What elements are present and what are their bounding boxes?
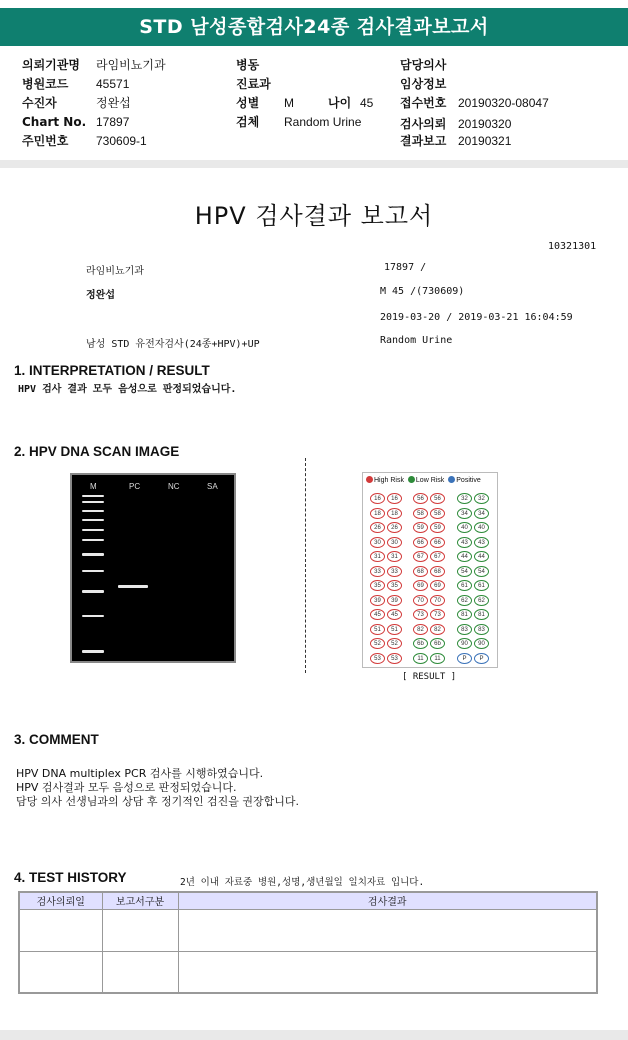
hpv-type-cell: 68 [430,566,445,577]
hpv-type-cell: 53 [387,653,402,664]
hpv-type-cell: 58 [413,508,428,519]
ladder-band [82,570,104,572]
history-col-report-type: 보고서구분 [102,892,178,909]
legend-low: Low Risk [415,477,445,484]
ladder-band [82,553,104,556]
gel-lane-label: M [90,482,97,491]
hpv-type-cell: 82 [430,624,445,635]
pc-band [118,585,148,588]
hospital-code-label: 병원코드 [22,77,69,91]
hpv-type-cell: 43 [474,537,489,548]
hospital-code-value: 45571 [96,77,130,91]
hpv-type-cell: P [474,653,489,664]
patient-header [0,50,628,162]
table-row [19,951,597,993]
hpv-type-cell: 81 [457,609,472,620]
document-title: HPV 검사결과 보고서 [194,202,434,230]
hpv-type-cell: 56 [413,493,428,504]
hpv-type-cell: 35 [387,580,402,591]
hpv-type-cell: 61 [474,580,489,591]
hpv-type-cell: 40 [457,522,472,533]
doctor-field [400,56,446,73]
gel-lane-label: PC [129,482,141,491]
specimen-label: 검체 [236,115,260,129]
positive-dot-icon [448,476,455,483]
scan-image-heading: 2. HPV DNA SCAN IMAGE [14,444,180,459]
hpv-type-cell: 53 [370,653,385,664]
comment-heading: 3. COMMENT [14,732,99,747]
comment-line: 담당 의사 선생님과의 상담 후 정기적인 검진을 권장합니다. [16,795,299,808]
table-cell [178,909,597,951]
ladder-band [82,510,104,512]
hpv-type-cell: 26 [387,522,402,533]
history-note: 2년 이내 자료중 병원,성명,생년월일 일치자료 입니다. [180,877,425,888]
footer-band [0,1030,628,1040]
hpv-type-cell: 54 [457,566,472,577]
high-risk-dot-icon [366,476,373,483]
sex-value: M [284,96,294,110]
result-caption: [ RESULT ] [402,672,457,682]
hpv-type-cell: 52 [387,638,402,649]
hpv-type-cell: 11 [413,653,428,664]
resident-field [22,132,147,149]
resident-label: 주민번호 [22,134,69,148]
hpv-type-cell: 68 [413,566,428,577]
history-col-result: 검사결과 [178,892,597,909]
hpv-type-cell: 18 [370,508,385,519]
age-value: 45 [360,96,374,110]
clinical-field [400,75,446,92]
hpv-type-cell: 61 [457,580,472,591]
hpv-type-cell: 69 [413,580,428,591]
table-row [19,909,597,951]
hpv-type-cell: 56 [430,493,445,504]
hpv-type-cell: 51 [370,624,385,635]
doctor-label: 담당의사 [400,58,447,72]
dept-field [236,75,271,92]
hpv-type-cell: 30 [387,537,402,548]
hpv-type-cell: 31 [387,551,402,562]
hpv-type-cell: 34 [457,508,472,519]
hpv-type-cell: 90 [474,638,489,649]
header-separator [0,160,628,168]
hpv-type-cell: 59 [413,522,428,533]
hpv-type-cell: 66 [430,537,445,548]
ladder-band [82,590,104,593]
sex-field [236,94,373,111]
hpv-type-cell: 73 [413,609,428,620]
report-field [400,132,511,149]
hpv-type-cell: 44 [457,551,472,562]
panel-legend [366,476,481,484]
hpv-type-cell: 6b [430,638,445,649]
org-field [22,56,166,73]
hpv-type-cell: 30 [370,537,385,548]
receipt-value: 20190320-08047 [458,96,549,110]
hpv-type-cell: 67 [430,551,445,562]
table-cell [19,951,102,993]
hpv-result-panel [362,472,498,668]
hpv-type-cell: 33 [387,566,402,577]
hpv-type-cell: 70 [413,595,428,606]
hpv-type-cell: 90 [457,638,472,649]
dept-label: 진료과 [236,77,271,91]
hpv-type-cell: P [457,653,472,664]
ward-field [236,56,259,73]
specimen-field [236,113,361,130]
hpv-type-cell: 32 [474,493,489,504]
history-table [18,891,598,994]
hpv-type-cell: 32 [457,493,472,504]
hpv-type-cell: 34 [474,508,489,519]
hpv-type-cell: 45 [370,609,385,620]
hpv-type-cell: 31 [370,551,385,562]
divider-dashed [305,458,306,673]
hpv-type-cell: 59 [430,522,445,533]
hpv-type-cell: 70 [430,595,445,606]
ladder-band [82,519,104,521]
report-number: 10321301 [548,241,597,252]
hpv-type-cell: 58 [430,508,445,519]
interpretation-heading: 1. INTERPRETATION / RESULT [14,363,210,378]
hpv-type-cell: 43 [457,537,472,548]
report-label: 결과보고 [400,134,447,148]
org-label: 의뢰기관명 [22,58,80,72]
hpv-type-cell: 73 [430,609,445,620]
hpv-type-cell: 40 [474,522,489,533]
specimen-value: Random Urine [284,115,362,129]
hpv-type-cell: 54 [474,566,489,577]
hpv-type-cell: 69 [430,580,445,591]
sex-label: 성별 [236,96,260,110]
gel-lane-label: SA [207,482,218,491]
ladder-band [82,495,104,497]
hpv-type-cell: 26 [370,522,385,533]
resident-value: 730609-1 [96,134,147,148]
table-cell [178,951,597,993]
hpv-type-cell: 16 [387,493,402,504]
hpv-type-cell: 62 [474,595,489,606]
request-field [400,115,511,132]
clinic-name: 라임비뇨기과 [86,266,144,277]
hpv-type-cell: 6b [413,638,428,649]
report-banner: STD 남성종합검사24종 검사결과보고서 [0,8,628,46]
patient-name: 정완섭 [86,290,115,301]
legend-high: High Risk [374,477,404,484]
report-value: 20190321 [458,134,512,148]
chart-field [22,115,129,129]
hpv-type-cell: 67 [413,551,428,562]
hpv-type-cell: 66 [413,537,428,548]
history-col-request-date: 검사의뢰일 [19,892,102,909]
comment-line: HPV 검사결과 모두 음성으로 판정되었습니다. [16,781,237,794]
hpv-type-cell: 16 [370,493,385,504]
hpv-type-cell: 82 [413,624,428,635]
chart-value: 17897 [96,115,130,129]
history-heading: 4. TEST HISTORY [14,870,127,885]
hospital-code-field [22,75,129,92]
hpv-type-cell: 35 [370,580,385,591]
gel-image [70,473,236,663]
recipient-label: 수진자 [22,96,57,110]
age-label: 나이 [328,96,352,110]
table-cell [19,909,102,951]
hpv-type-cell: 81 [474,609,489,620]
org-value: 라임비뇨기과 [96,58,166,72]
report-specimen: Random Urine [380,335,453,346]
table-cell [102,909,178,951]
request-label: 검사의뢰 [400,117,447,131]
history-header-row [19,892,597,909]
hpv-type-cell: 52 [370,638,385,649]
request-value: 20190320 [458,117,512,131]
hpv-type-cell: 18 [387,508,402,519]
receipt-field [400,94,549,111]
hpv-type-cell: 83 [457,624,472,635]
hpv-type-cell: 45 [387,609,402,620]
ladder-band [82,529,104,531]
hpv-type-cell: 11 [430,653,445,664]
sex-age: M 45 /(730609) [380,286,465,297]
hpv-type-cell: 83 [474,624,489,635]
low-risk-dot-icon [408,476,415,483]
hpv-type-cell: 33 [370,566,385,577]
ladder-band [82,501,104,503]
chart-number: 17897 / [384,262,427,273]
ward-label: 병동 [236,58,260,72]
hpv-type-cell: 62 [457,595,472,606]
legend-positive: Positive [456,477,481,484]
table-cell [102,951,178,993]
result-text: HPV 검사 결과 모두 음성으로 판정되었습니다. [18,384,237,395]
hpv-type-cell: 39 [370,595,385,606]
ladder-band [82,539,104,541]
chart-label: Chart No. [22,115,87,129]
gel-lane-label: NC [168,482,180,491]
clinical-label: 임상정보 [400,77,447,91]
report-dates: 2019-03-20 / 2019-03-21 16:04:59 [380,312,573,323]
recipient-field [22,94,131,111]
recipient-value: 정완섭 [96,96,131,110]
hpv-type-cell: 51 [387,624,402,635]
receipt-label: 접수번호 [400,96,447,110]
hpv-type-cell: 39 [387,595,402,606]
ladder-band [82,650,104,653]
hpv-type-cell: 44 [474,551,489,562]
test-name: 남성 STD 유전자검사(24종+HPV)+UP [86,339,260,350]
ladder-band [82,615,104,617]
comment-line: HPV DNA multiplex PCR 검사를 시행하였습니다. [16,767,264,780]
